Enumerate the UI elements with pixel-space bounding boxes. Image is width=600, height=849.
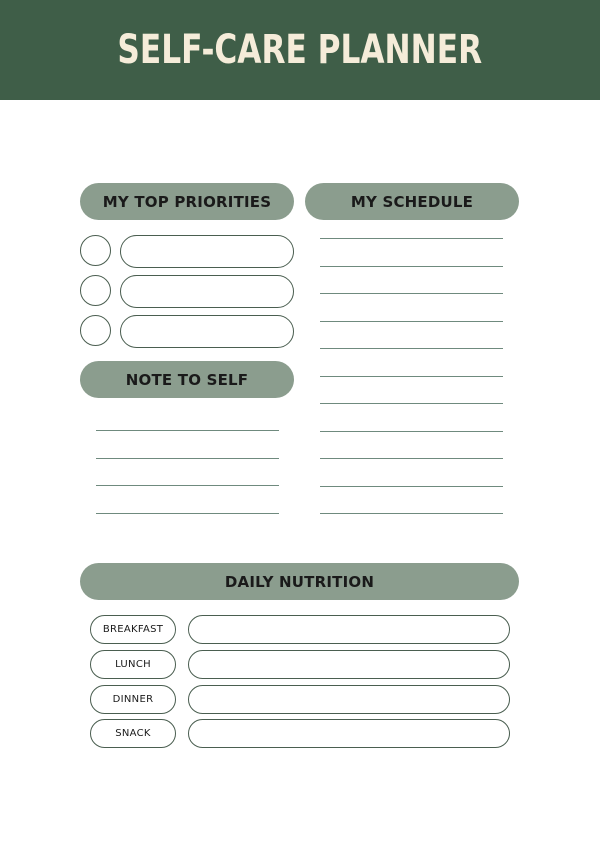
note-line-2[interactable] (96, 458, 279, 459)
priority-field-2[interactable] (120, 275, 294, 308)
schedule-line-8[interactable] (320, 431, 503, 432)
schedule-line-2[interactable] (320, 266, 503, 267)
priority-field-1[interactable] (120, 235, 294, 268)
schedule-line-6[interactable] (320, 376, 503, 377)
meal-label-snack: SNACK (90, 719, 176, 748)
meal-label-breakfast: BREAKFAST (90, 615, 176, 644)
schedule-line-9[interactable] (320, 458, 503, 459)
schedule-line-4[interactable] (320, 321, 503, 322)
note-line-3[interactable] (96, 485, 279, 486)
meal-field-snack[interactable] (188, 719, 510, 748)
page-title: SELF-CARE PLANNER (117, 27, 483, 73)
schedule-heading: MY SCHEDULE (305, 183, 519, 220)
note-line-1[interactable] (96, 430, 279, 431)
schedule-line-10[interactable] (320, 486, 503, 487)
meal-field-breakfast[interactable] (188, 615, 510, 644)
schedule-line-7[interactable] (320, 403, 503, 404)
priority-checkbox-1[interactable] (80, 235, 111, 266)
priorities-heading: MY TOP PRIORITIES (80, 183, 294, 220)
note-heading: NOTE TO SELF (80, 361, 294, 398)
priority-checkbox-3[interactable] (80, 315, 111, 346)
schedule-line-1[interactable] (320, 238, 503, 239)
priority-field-3[interactable] (120, 315, 294, 348)
schedule-line-5[interactable] (320, 348, 503, 349)
meal-field-lunch[interactable] (188, 650, 510, 679)
meal-label-dinner: DINNER (90, 685, 176, 714)
schedule-line-3[interactable] (320, 293, 503, 294)
meal-field-dinner[interactable] (188, 685, 510, 714)
header-banner (0, 0, 600, 100)
priority-checkbox-2[interactable] (80, 275, 111, 306)
schedule-line-11[interactable] (320, 513, 503, 514)
nutrition-heading: DAILY NUTRITION (80, 563, 519, 600)
meal-label-lunch: LUNCH (90, 650, 176, 679)
note-line-4[interactable] (96, 513, 279, 514)
